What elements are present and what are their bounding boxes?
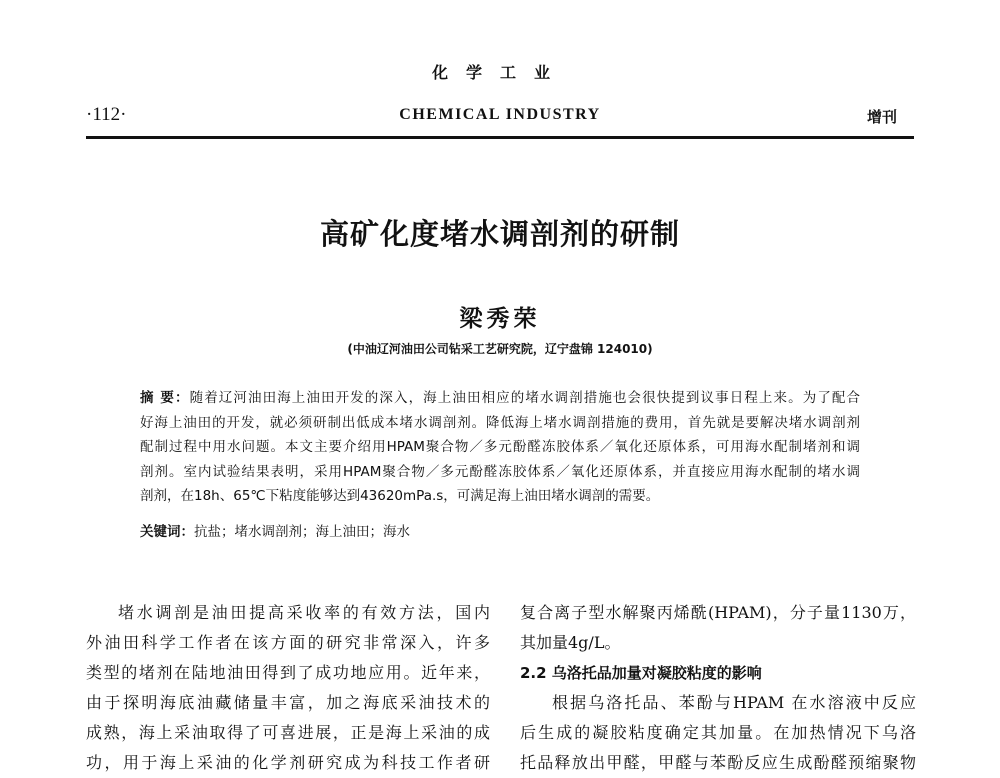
journal-name-english: CHEMICAL INDUSTRY bbox=[399, 106, 601, 123]
abstract-label: 摘 要 bbox=[140, 390, 175, 406]
body-line: 托品释放出甲醛，甲醛与苯酚反应生成酚醛预缩聚物 bbox=[520, 753, 916, 772]
body-line: 成熟，海上采油取得了可喜进展，正是海上采油的成 bbox=[86, 723, 490, 742]
body-line: 类型的堵剂在陆地油田得到了成功地应用。近年来， bbox=[86, 663, 490, 682]
body-line: 功，用于海上采油的化学剂研究成为科技工作者研 bbox=[86, 753, 490, 772]
body-line: 外油田科学工作者在该方面的研究非常深入，许多 bbox=[86, 633, 490, 652]
abstract-line: 剖剂，在18h、65℃下粘度能够达到43620mPa.s，可满足海上油田堵水调剖的需要。 bbox=[140, 488, 660, 504]
article-title: 高矿化度堵水调剖剂的研制 bbox=[319, 217, 680, 251]
page-number: ·112· bbox=[86, 104, 127, 125]
keywords: 关键词：抗盐；堵水调剖剂；海上油田；海水 bbox=[140, 524, 410, 540]
author-affiliation: (中油辽河油田公司钻采工艺研究院，辽宁盘锦 124010) bbox=[347, 342, 653, 356]
journal-name-chinese: 化学工业 bbox=[431, 63, 568, 82]
abstract-line: 配制过程中用水问题。本文主要介绍用HPAM聚合物／多元酚醛冻胶体系／氧化还原体系，可用海水配制堵剂和调 bbox=[140, 439, 860, 455]
issue-label: 增刊 bbox=[866, 108, 897, 126]
abstract-line: 剖剂。室内试验结果表明，采用HPAM聚合物／多元酚醛冻胶体系／氧化还原体系，并直接应用海水配制的堵水调 bbox=[140, 463, 860, 480]
body-column-right bbox=[520, 598, 916, 778]
abstract-line: 摘 要：随着辽河油田海上油田开发的深入，海上油田相应的堵水调剖措施也会很快提到议事日程上来。为了配合 bbox=[140, 390, 861, 406]
header-rule bbox=[86, 136, 914, 139]
author-name: 梁秀荣 bbox=[459, 305, 541, 332]
body-line: 复合离子型水解聚丙烯酰(HPAM)，分子量1130万， bbox=[520, 603, 916, 622]
body-line: 根据乌洛托品、苯酚与HPAM 在水溶液中反应 bbox=[552, 693, 916, 712]
abstract bbox=[140, 386, 860, 509]
keywords-text: 抗盐；堵水调剖剂；海上油田；海水 bbox=[194, 524, 410, 540]
section-heading: 2.2 乌洛托品加量对凝胶粘度的影响 bbox=[520, 664, 762, 682]
abstract-line: 好海上油田的开发，就必须研制出低成本堵水调剖剂。降低海上堵水调剖措施的费用，首先就是要解决堵水调剖剂 bbox=[140, 414, 860, 431]
body-line: 其加量4g/L。 bbox=[520, 633, 621, 652]
body-column-left bbox=[86, 598, 490, 778]
body-line: 堵水调剖是油田提高采收率的有效方法，国内 bbox=[118, 603, 490, 622]
body-line: 由于探明海底油藏储量丰富，加之海底采油技术的 bbox=[86, 693, 490, 712]
body-line: 后生成的凝胶粘度确定其加量。在加热情况下乌洛 bbox=[520, 723, 916, 742]
keywords-label: 关键词 bbox=[140, 524, 181, 540]
